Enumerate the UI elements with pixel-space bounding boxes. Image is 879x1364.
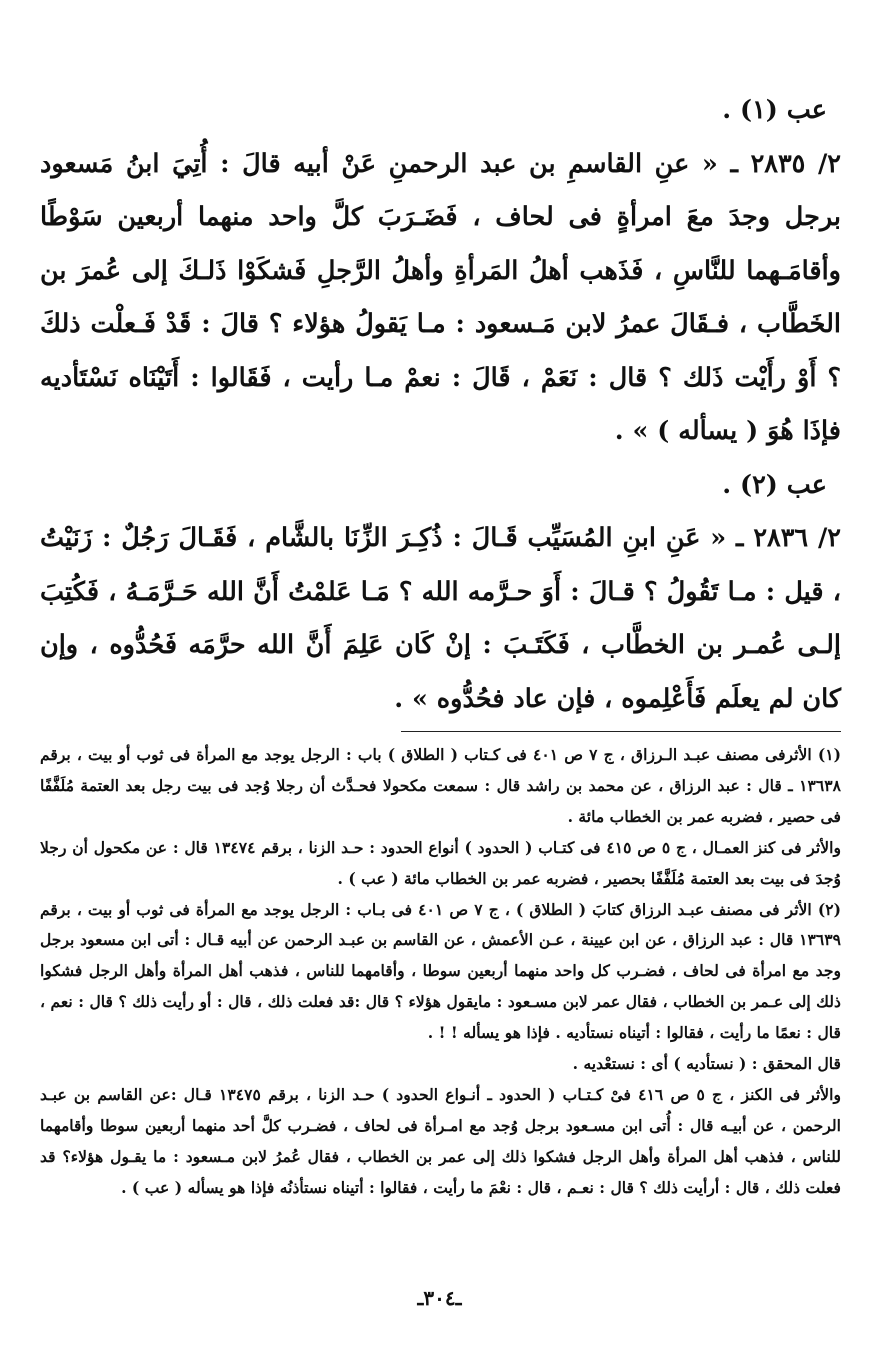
ab-reference-2835: عب (٢) . [722,469,827,500]
footnote-separator [401,731,841,732]
ab-reference-top: عب (١) . [722,95,827,125]
footnote-2-part-b: قال المحقق : ( نستأديه ) أى : نستعْديه . [572,1054,841,1074]
hadith-2836: ٢/ ٢٨٣٦ ـ « عَنِ ابنِ المُسَيِّب قَـالَ : ذُكِـرَ الزِّنَا بالشَّام ، فَقَـالَ رَجُلٌ : زَنَيْتُ ، قيل : مـا تَقُولُ ؟ قـالَ : أَوَ حـرَّمه الله ؟ مَـا عَلمْتُ أَنَّ الله حَـرَّمَـهُ ، فَكُتِبَ إلـى عُمـر بن الخطَّاب ، فَكَتَـبَ : إنْ كَان عَلِمَ أَنَّ الله حرَّمَه فَحُدُّوه ، وإن كان لم يعلَم فَأَعْلِموه ، فإن عاد فحُدُّوه » . [40,523,841,714]
footnotes [40,740,841,1204]
footnote-2-part-a: (٢) الأثر فى مصنف عبـد الرزاق كتابَ ( الطلاق ) ، ج ٧ ص ٤٠١ فى بـاب : الرجل يوجد مع المرأة فى ثوب أو بيت ، برقم ١٣٦٣٩ قال : عبد الرزاق ، عن ابن عيينة ، عـن الأعمش ، عن القاسم بن عبـد الرحمن عن أبيه قـال : أتى ابن مسعود برجل وجد مع امرأة فى لحاف ، فضـرب كل واحد منهما أربعين سوطا ، وأقامهما للناس ، فذهب أهل المرأة وأهل الرجل فشكوا ذلك إلى عـمر بن الخطاب ، فقال عمر لابن مسـعود : مايقول هؤلاء ؟ قال :قد فعلت ذلك ، قال : أو رأيت ذلك ؟ قال : نعم ، قال : نعمًا ما رأيت ، فقالوا : أتيناه نستأديه . فإذا هو يسأله ! ! . [40,899,841,1043]
footnote-1-part-b: والأثر فى كنز العمـال ، ج ٥ ص ٤١٥ فى كتـاب ( الحدود ) أنواع الحدود : حـد الزنا ، برقم ١٣٤٧٤ قال : عن مكحول أن رجلا وُجدَ فى بيت بعد العتمة مُلَفَّفًا بحصير ، فضربه عمر بن الخطاب مائة ( عب ) . [40,837,841,888]
hadith-2835: ٢/ ٢٨٣٥ ـ « عنِ القاسمِ بن عبد الرحمنِ عَنْ أبيه قالَ : أُتِيَ ابنُ مَسعود برجل وجدَ معَ امرأةٍ فى لحاف ، فَضَـرَبَ كلَّ واحد منهما أربعين سَوْطًا وأقامَـهما للنَّاسِ ، فَذَهب أهلُ المَرأةِ وأهلُ الرَّجلِ فَشكَوْا ذَلـكَ إلى عُمرَ بن الخَطَّاب ، فـقَالَ عمرُ لابن مَـسعود : مـا يَقولُ هؤلاء ؟ قالَ : قَدْ فَـعلْت ذلكَ ؟ أَوْ رأَيْت ذَلك ؟ قال : نَعَمْ ، قَالَ : نعمْ مـا رأيت ، فَقَالوا : أَتَيْنَاه نَسْتَأديه فإذَا هُوَ ( يسأله ) » . [40,148,841,446]
page [40,84,841,1324]
footnote-1-part-a: (١) الأثرفى مصنف عبـد الـرزاق ، ج ٧ ص ٤٠١ فى كـتاب ( الطلاق ) باب : الرجل يوجد مع المرأة فى ثوب أو بيت ، برقم ١٣٦٣٨ ـ قال : عبد الرزاق ، عن محمد بن راشد قال : سمعت مكحولا فحـدَّث أن رجلا وُجد فى بيت رجل بعد العتمة مُلَفَّفًا فى حصير ، فضربه عمر بن الخطاب مائة . [40,745,841,826]
main-text [40,84,841,726]
page-number: ـ٣٠٤ـ [417,1286,462,1310]
footnote-2-part-c: والأثر فى الكنز ، ج ٥ ص ٤١٦ فىْ كـتـاب ( الحدود ـ أنـواع الحدود ) حـد الزنا ، برقم ١٣٤٧٥ قـال :عن القاسم بن عبـد الرحمن ، عن أبيـه قال : أُتى ابن مسـعود برجل وُجد مع امـرأة فى لحاف ، فضـرب كلَّ أحد منهما أربعين سوطا وأقامهما للناس ، فذهب أهل المرأة وأهل الرجل فشكوا ذلك إلى عمر بن الخطاب ، فقال عُمرُ لابن مـسعود : ما يقـول هؤلاء؟ قد فعلت ذلك ، قال : أرأيت ذلك ؟ قال : نعـم ، قال : نعْمَ ما رأيت ، فقالوا : أتيناه نستأذنُه فإذا هو يسأله ( عب ) . [40,1084,841,1197]
